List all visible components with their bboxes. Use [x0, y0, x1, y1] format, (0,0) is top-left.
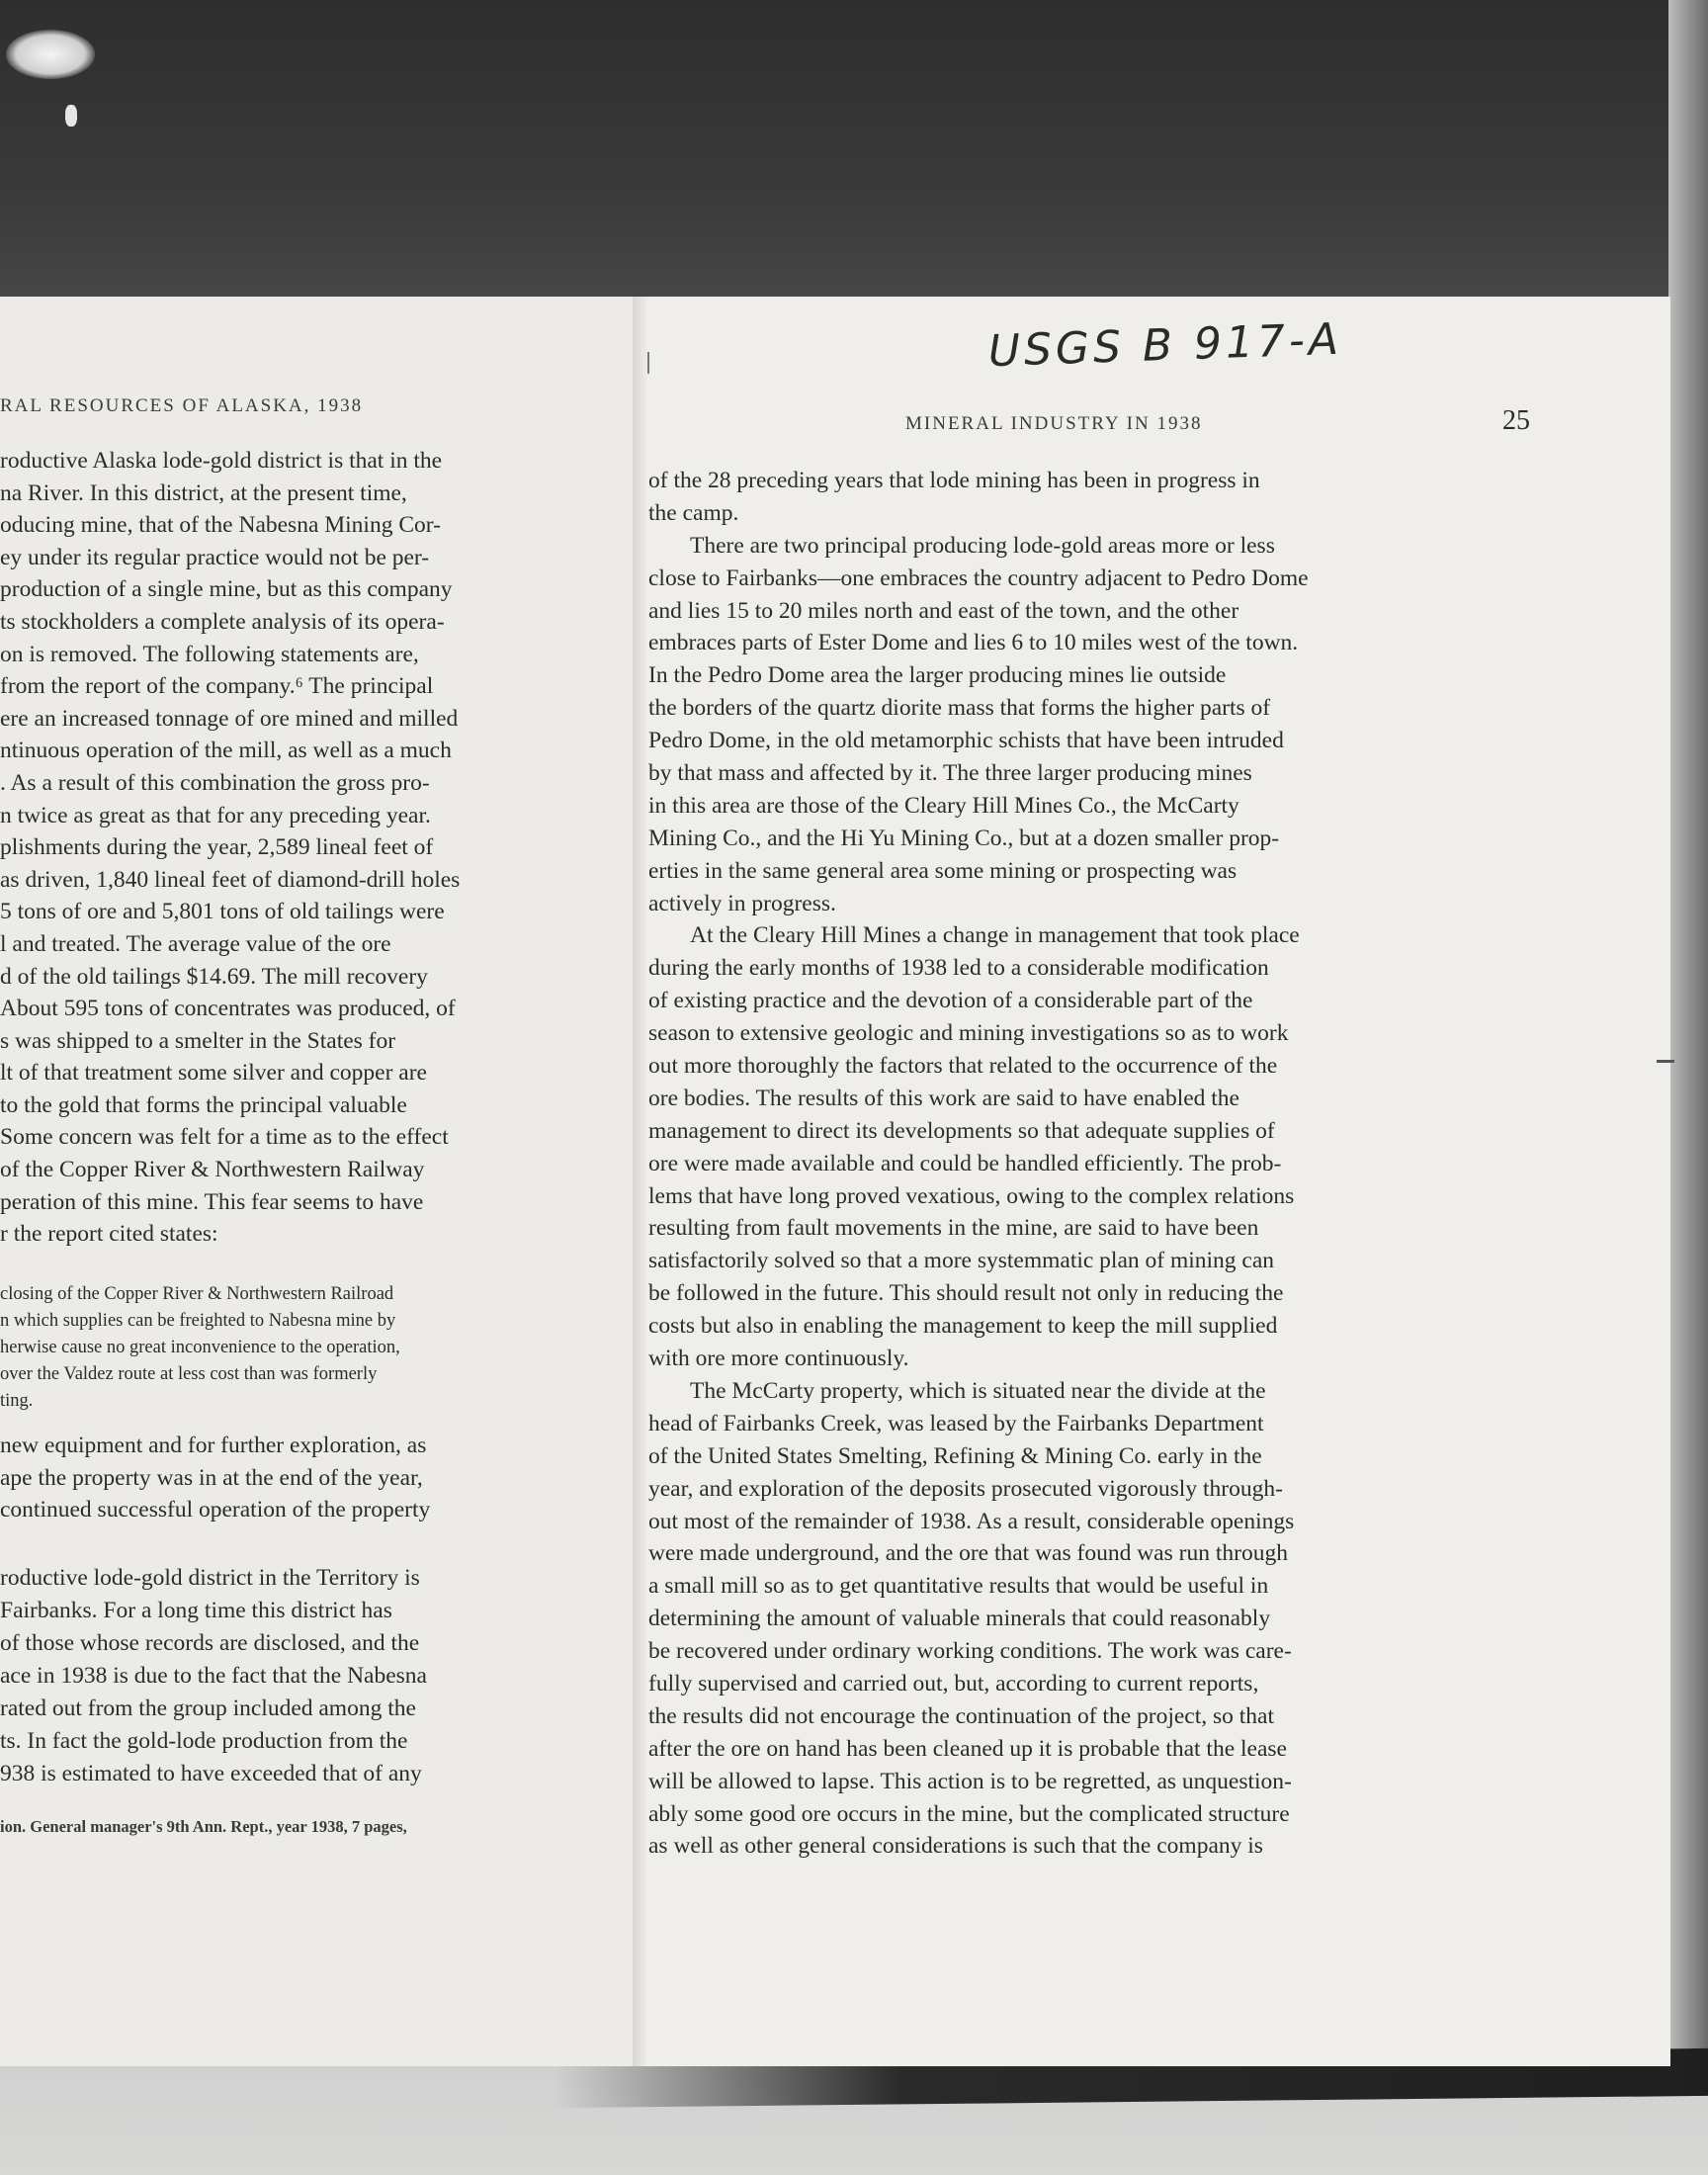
text-line: ts. In fact the gold-lode production from the: [0, 1728, 408, 1754]
text-line: fully supervised and carried out, but, according to current reports,: [648, 1670, 1259, 1696]
text-line: as driven, 1,840 lineal feet of diamond-drill holes: [0, 866, 461, 893]
quote-line: n which supplies can be freighted to Nabesna mine by: [0, 1311, 396, 1331]
text-line: rated out from the group included among the: [0, 1696, 416, 1721]
text-line: In the Pedro Dome area the larger producing mines lie outside: [648, 662, 1227, 689]
text-line: ere an increased tonnage of ore mined and milled: [0, 705, 459, 732]
right-running-header: MINERAL INDUSTRY IN 1938: [905, 413, 1203, 434]
text-line: embraces parts of Ester Dome and lies 6 to 10 miles west of the town.: [648, 630, 1299, 656]
text-line: lems that have long proved vexatious, owing to the complex relations: [648, 1182, 1295, 1209]
text-line: Some concern was felt for a time as to the effect: [0, 1124, 449, 1151]
text-line: season to extensive geologic and mining investigations so as to work: [648, 1020, 1289, 1047]
text-line: na River. In this district, at the present time,: [0, 479, 407, 506]
quote-line: ting.: [0, 1391, 34, 1411]
text-line: lt of that treatment some silver and copper are: [0, 1060, 427, 1087]
footnote: ion. General manager's 9th Ann. Rept., year 1938, 7 pages,: [0, 1817, 407, 1836]
text-line: determining the amount of valuable minerals that could reasonably: [648, 1606, 1271, 1632]
text-line: ape the property was in at the end of the year,: [0, 1464, 423, 1491]
text-line: At the Cleary Hill Mines a change in management that took place: [690, 922, 1300, 949]
text-line: out more thoroughly the factors that related to the occurrence of the: [648, 1053, 1278, 1080]
text-line: year, and exploration of the deposits prosecuted vigorously through-: [648, 1475, 1283, 1502]
text-line: About 595 tons of concentrates was produced, of: [0, 996, 456, 1022]
text-line: will be allowed to lapse. This action is to be regretted, as unquestion-: [648, 1768, 1292, 1794]
text-line: satisfactorily solved so that a more systemmatic plan of mining can: [648, 1248, 1275, 1274]
text-line: new equipment and for further exploration, as: [0, 1433, 427, 1458]
left-column-paragraph-3: [0, 1562, 613, 1790]
left-column-quote: [0, 1281, 613, 1415]
text-line: ey under its regular practice would not be per-: [0, 544, 430, 570]
page-number: 25: [1502, 405, 1530, 436]
quote-line: over the Valdez route at less cost than was formerly: [0, 1364, 378, 1384]
text-line: a small mill so as to get quantitative results that would be useful in: [648, 1573, 1269, 1600]
text-line: d of the old tailings $14.69. The mill recovery: [0, 963, 428, 990]
text-line: the results did not encourage the continuation of the project, so that: [648, 1702, 1275, 1729]
scan-smudge: [6, 30, 95, 79]
text-line: management to direct its developments so that adequate supplies of: [648, 1117, 1275, 1144]
text-line: l and treated. The average value of the ore: [0, 930, 391, 957]
text-line: peration of this mine. This fear seems to have: [0, 1188, 424, 1215]
text-line: of the Copper River & Northwestern Railway: [0, 1157, 425, 1183]
text-line: continued successful operation of the property: [0, 1497, 431, 1523]
text-line: production of a single mine, but as this company: [0, 576, 453, 603]
scanner-background-right: [1668, 0, 1708, 2175]
text-line: erties in the same general area some mining or prospecting was: [648, 857, 1238, 884]
text-line: of those whose records are disclosed, and the: [0, 1630, 420, 1656]
text-line: . As a result of this combination the gross pro-: [0, 769, 430, 796]
handwritten-annotation: USGS B 917-A: [986, 313, 1343, 378]
text-line: resulting from fault movements in the mine, are said to have been: [648, 1215, 1259, 1242]
text-line: The McCarty property, which is situated near the divide at the: [690, 1377, 1266, 1404]
text-line: of the United States Smelting, Refining & Mining Co. early in the: [648, 1442, 1262, 1469]
text-line: ore bodies. The results of this work are said to have enabled the: [648, 1085, 1239, 1111]
text-line: ably some good ore occurs in the mine, but the complicated structure: [648, 1800, 1290, 1827]
text-line: by that mass and affected by it. The three larger producing mines: [648, 760, 1252, 787]
text-line: Mining Co., and the Hi Yu Mining Co., but at a dozen smaller prop-: [648, 825, 1280, 851]
margin-dash: [1657, 1060, 1674, 1063]
text-line: close to Fairbanks—one embraces the country adjacent to Pedro Dome: [648, 565, 1309, 591]
text-line: during the early months of 1938 led to a considerable modification: [648, 955, 1269, 982]
text-line: be followed in the future. This should result not only in reducing the: [648, 1280, 1284, 1307]
text-line: the borders of the quartz diorite mass that forms the higher parts of: [648, 695, 1271, 722]
text-line: ntinuous operation of the mill, as well as a much: [0, 738, 452, 764]
text-line: to the gold that forms the principal valuable: [0, 1091, 407, 1118]
text-line: s was shipped to a smelter in the States for: [0, 1027, 396, 1054]
text-line: head of Fairbanks Creek, was leased by the Fairbanks Department: [648, 1410, 1264, 1436]
left-column-paragraph-2: [0, 1430, 613, 1526]
text-line: after the ore on hand has been cleaned up it is probable that the lease: [648, 1735, 1287, 1762]
text-line: roductive Alaska lode-gold district is that in the: [0, 448, 443, 474]
text-line: on is removed. The following statements are,: [0, 641, 419, 667]
text-line: and lies 15 to 20 miles north and east of the town, and the other: [648, 597, 1239, 624]
text-line: out most of the remainder of 1938. As a result, considerable openings: [648, 1508, 1295, 1534]
text-line: oducing mine, that of the Nabesna Mining Cor-: [0, 512, 441, 539]
scanner-background-top: [0, 0, 1708, 326]
text-line: ore were made available and could be handled efficiently. The prob-: [648, 1150, 1282, 1176]
gutter-tick: [647, 352, 649, 374]
text-line: as well as other general considerations is such that the company is: [648, 1833, 1263, 1860]
text-line: ts stockholders a complete analysis of its opera-: [0, 608, 445, 635]
left-running-header: RAL RESOURCES OF ALASKA, 1938: [0, 395, 364, 416]
text-line: from the report of the company.⁶ The principal: [0, 673, 434, 700]
left-column-paragraph-1: [0, 445, 613, 1251]
text-line: costs but also in enabling the management to keep the mill supplied: [648, 1313, 1278, 1340]
quote-line: herwise cause no great inconvenience to the operation,: [0, 1338, 400, 1357]
text-line: r the report cited states:: [0, 1221, 218, 1248]
text-line: Fairbanks. For a long time this district has: [0, 1598, 392, 1623]
right-column-body: [648, 465, 1538, 1863]
text-line: with ore more continuously.: [648, 1346, 909, 1372]
quote-line: closing of the Copper River & Northwestern Railroad: [0, 1284, 394, 1304]
text-line: n twice as great as that for any preceding year.: [0, 802, 431, 828]
text-line: Pedro Dome, in the old metamorphic schists that have been intruded: [648, 728, 1284, 754]
text-line: the camp.: [648, 499, 739, 526]
page-gutter: [633, 297, 646, 2066]
text-line: 938 is estimated to have exceeded that of any: [0, 1761, 422, 1786]
text-line: There are two principal producing lode-gold areas more or less: [690, 532, 1275, 559]
text-line: ace in 1938 is due to the fact that the Nabesna: [0, 1663, 427, 1689]
text-line: of the 28 preceding years that lode mining has been in progress in: [648, 468, 1260, 493]
text-line: actively in progress.: [648, 890, 836, 916]
text-line: were made underground, and the ore that was found was run through: [648, 1540, 1288, 1567]
text-line: of existing practice and the devotion of a considerable part of the: [648, 988, 1253, 1014]
text-line: in this area are those of the Cleary Hill Mines Co., the McCarty: [648, 792, 1239, 819]
text-line: plishments during the year, 2,589 lineal feet of: [0, 834, 434, 861]
scan-smudge-small: [65, 105, 77, 127]
text-line: 5 tons of ore and 5,801 tons of old tailings were: [0, 899, 445, 925]
text-line: roductive lode-gold district in the Territory is: [0, 1565, 420, 1591]
text-line: be recovered under ordinary working conditions. The work was care-: [648, 1638, 1292, 1665]
